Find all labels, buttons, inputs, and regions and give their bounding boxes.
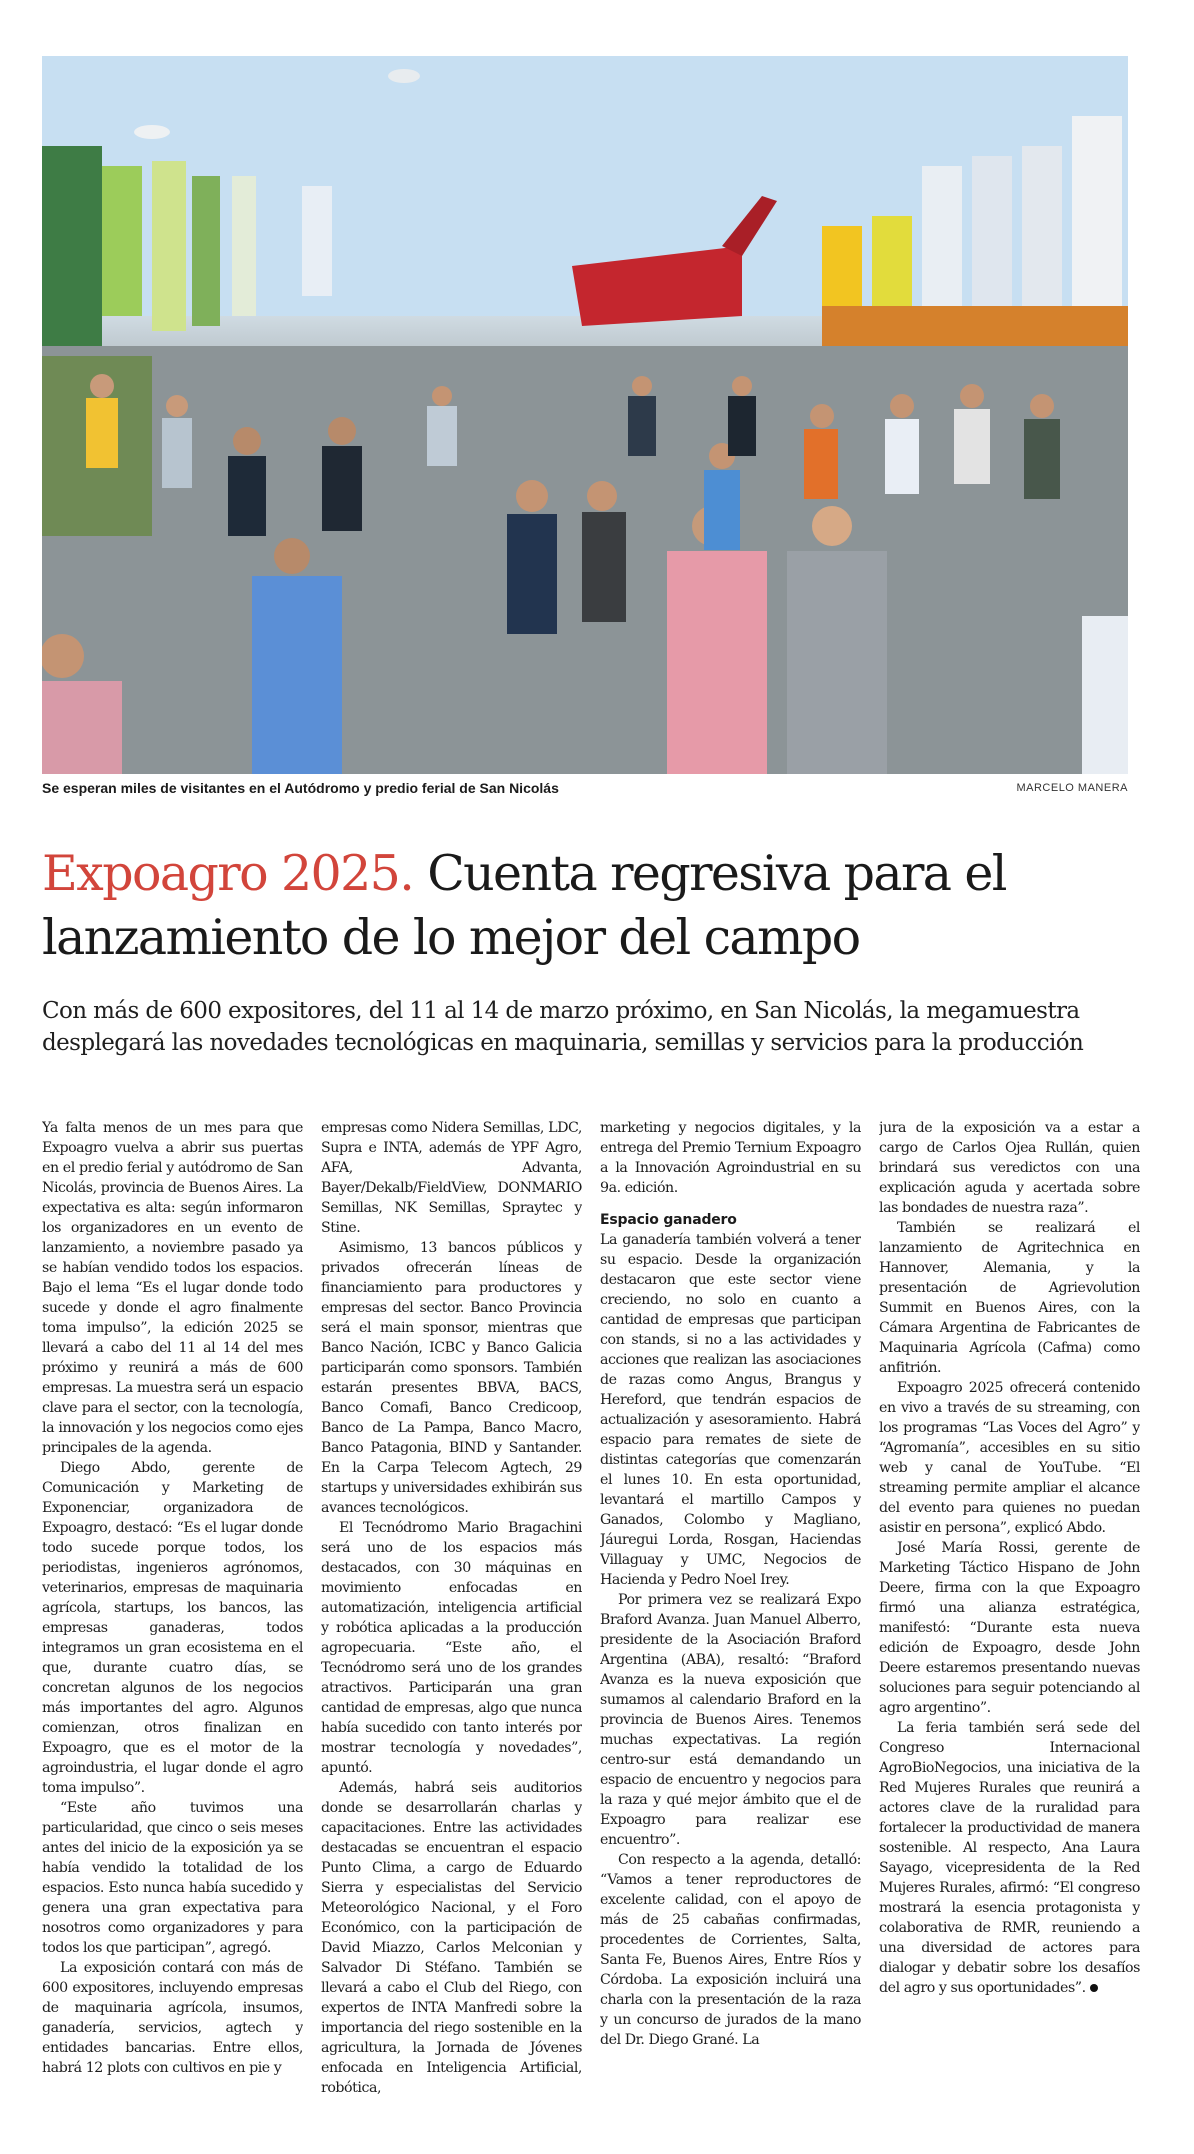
- end-mark-icon: [1090, 1984, 1098, 1992]
- paragraph: Asimismo, 13 bancos públicos y privados ofrecerán líneas de financiamiento para productores y empresas del sector. Banco Provincia será el main sponsor, mientras que Banco Nación, ICBC y Banco Galicia participarán como sponsors. También estarán presentes BBVA, BACS, Banco Comafi, Banco Credicoop, Banco de La Pampa, Banco Macro, Banco Patagonia, BIND y Santander. En la Carpa Telecom Agtech, 29 startups y universidades exhibirán sus avances tecnológicos.: [321, 1240, 582, 1516]
- blimp: [388, 69, 420, 83]
- left-flag: [302, 186, 332, 296]
- paragraph: Por primera vez se realizará Expo Braford Avanza. Juan Manuel Alberro, presidente de la Asociación Braford Argentina (ABA), resaltó: “Braford Avanza es la nueva exposición que sumamos al calendario Braford en la provincia de Buenos Aires. Tenemos muchas expectativas. La región centro-sur está demandando un espacio de encuentro y negocios para la raza y qué mejor ámbito que el de Expoagro para realizar ese encuentro”.: [600, 1592, 861, 1848]
- article-column-1: [42, 1118, 303, 2118]
- right-flag: [1022, 146, 1062, 316]
- paragraph: También se realizará el lanzamiento de Agritechnica en Hannover, Alemania, y la presentación de Agrievolution Summit en Buenos Aires, con la Cámara Argentina de Fabricantes de Maquinaria Agrícola (Cafma) como anfitrión.: [879, 1220, 1140, 1376]
- deck: Con más de 600 expositores, del 11 al 14 de marzo próximo, en San Nicolás, la megamuestra desplegará las novedades tecnológicas en maquinaria, semillas y servicios para la producción: [42, 998, 1084, 1056]
- paragraph: La exposición contará con más de 600 expositores, incluyendo empresas de maquinaria agrícola, insumos, ganadería, servicios, agtech y entidades bancarias. Entre ellos, habrá 12 plots con cultivos en pie y: [42, 1960, 303, 2076]
- expo-crowd-photo: [42, 56, 1128, 774]
- headline-kicker: Expoagro 2025.: [42, 845, 414, 902]
- final-paragraph-text: La feria también será sede del Congreso Internacional AgroBioNegocios, una iniciativa de la Red Mujeres Rurales que reunirá a actores clave de la ruralidad para fortalecer la productividad de manera sostenible. Al respecto, Ana Laura Sayago, vicepresidenta de la Red Mujeres Rurales, afirmó: “El congreso mostrará la esencia protagonista y colaborativa de RMR, reuniendo a una diversidad de actores para dialogar y debatir sobre los desafíos del agro y sus oportunidades”.: [879, 1720, 1140, 1996]
- headline-text: Cuenta regresiva para el lanzamiento de lo mejor del campo: [42, 845, 1006, 966]
- left-flag: [192, 176, 220, 326]
- caption-text: Se esperan miles de visitantes en el Autódromo y predio ferial de San Nicolás: [42, 780, 559, 796]
- paragraph: “Este año tuvimos una particularidad, que cinco o seis meses antes del inicio de la exposición ya se había vendido la totalidad de los espacios. Esto nunca había sucedido y genera una gran expectativa para nosotros como organizadores y para todos los que participan”, agregó.: [42, 1800, 303, 1956]
- paragraph: Ya falta menos de un mes para que Expoagro vuelva a abrir sus puertas en el predio ferial y autódromo de San Nicolás, provincia de Buenos Aires. La expectativa es alta: según informaron los organizadores en un evento de lanzamiento, a noviembre pasado ya se habían vendido todos los espacios. Bajo el lema “Es el lugar donde todo sucede y donde el agro finalmente toma impulso”, la edición 2025 se llevará a cabo del 11 al 14 del mes próximo y reunirá a más de 600 empresas. La muestra será un espacio clave para el sector, con la tecnología, la innovación y los negocios como ejes principales de la agenda.: [42, 1120, 303, 1456]
- right-flag: [1072, 116, 1122, 306]
- left-stand: [42, 146, 102, 376]
- article-body: [42, 1118, 1140, 2118]
- paragraph: La ganadería también volverá a tener su espacio. Desde la organización destacaron que este sector viene creciendo, no solo en cuanto a cantidad de empresas que participan con stands, si no a las actividades y acciones que realizan las asociaciones de razas como Angus, Brangus y Hereford, que tendrán espacios de actualización y asesoramiento. Habrá espacio para remates de siete de distintas categorías que comenzarán el lunes 10. En esta oportunidad, levantará el martillo Campos y Ganados, Colombo y Magliano, Jáuregui Lorda, Rosgan, Haciendas Villaguay y UMC, Negocios de Hacienda y Pedro Noel Irey.: [600, 1232, 861, 1588]
- paragraph: Diego Abdo, gerente de Comunicación y Marketing de Exponenciar, organizadora de Expoagro, destacó: “Es el lugar donde todo sucede porque todos, los periodistas, ingenieros agrónomos, veterinarios, empresas de maquinaria agrícola, startups, los bancos, las empresas ganaderas, todos integramos un gran ecosistema en el que, durante cuatro días, se concretan algunos de los negocios más importantes del agro. Algunos comienzan, otros finalizan en Expoagro, que es el motor de la agroindustria, el lugar donde el agro toma impulso”.: [42, 1460, 303, 1796]
- right-flag: [972, 156, 1012, 316]
- paragraph: marketing y negocios digitales, y la entrega del Premio Ternium Expoagro a la Innovación Agroindustrial en su 9a. edición.: [600, 1120, 861, 1196]
- photo-credit: MARCELO MANERA: [1016, 782, 1128, 794]
- left-flag: [102, 166, 142, 316]
- headline: [42, 842, 1152, 970]
- section-heading: Espacio ganadero: [600, 1212, 737, 1228]
- paragraph: Además, habrá seis auditorios donde se desarrollarán charlas y capacitaciones. Entre las actividades destacadas se encuentran el espacio Punto Clima, a cargo de Eduardo Sierra y especialistas del Servicio Meteorológico Nacional, y el Foro Económico, con la participación de David Miazzo, Carlos Melconian y Salvador Di Stéfano. También se llevará a cabo el Club del Riego, con expertos de INTA Manfredi sobre la importancia del riego sostenible en la agricultura, la Jornada de Jóvenes enfocada en Inteligencia Artificial, robótica,: [321, 1780, 582, 2096]
- photo-illustration: [42, 56, 1128, 774]
- paragraph: El Tecnódromo Mario Bragachini será uno de los espacios más destacados, con 30 máquinas en movimiento enfocadas en automatización, inteligencia artificial y robótica aplicadas a la producción agropecuaria. “Este año, el Tecnódromo será uno de los grandes atractivos. Participarán una gran cantidad de empresas, algo que nunca había sucedido con tanto interés por mostrar tecnología y novedades”, apuntó.: [321, 1520, 582, 1776]
- paragraph: [879, 1718, 1140, 1998]
- right-stand: [822, 306, 1128, 346]
- left-flag: [152, 161, 186, 331]
- article-column-2: [321, 1118, 582, 2118]
- paragraph: empresas como Nidera Semillas, LDC, Supra e INTA, además de YPF Agro, AFA, Advanta, Bayer/Dekalb/FieldView, DONMARIO Semillas, NK Semillas, Spraytec y Stine.: [321, 1120, 582, 1236]
- right-flag: [922, 166, 962, 316]
- paragraph: Con respecto a la agenda, detalló: “Vamos a tener reproductores de excelente calidad, con el apoyo de más de 25 cabañas confirmadas, procedentes de Corrientes, Salta, Santa Fe, Buenos Aires, Entre Ríos y Córdoba. La exposición incluirá una charla con la presentación de la raza y un concurso de jurados de la mano del Dr. Diego Grané. La: [600, 1852, 861, 2048]
- paragraph: Expoagro 2025 ofrecerá contenido en vivo a través de su streaming, con los programas “Las Voces del Agro” y “Agromanía”, accesibles en su sitio web y canal de YouTube. “El streaming permite ampliar el alcance del evento para quienes no puedan asistir en persona”, explicó Abdo.: [879, 1380, 1140, 1536]
- paragraph: jura de la exposición va a estar a cargo de Carlos Ojea Rullán, quien brindará sus veredictos con una explicación aguda y acertada sobre las bondades de nuestra raza”.: [879, 1120, 1140, 1216]
- article-column-4: [879, 1118, 1140, 2118]
- paragraph: José María Rossi, gerente de Marketing Táctico Hispano de John Deere, firma con la que Expoagro firmó una alianza estratégica, manifestó: “Durante esta nueva edición de Expoagro, desde John Deere estaremos presentando nuevas soluciones para seguir potenciando al agro argentino”.: [879, 1540, 1140, 1716]
- photo-caption: [42, 780, 1128, 802]
- blimp: [134, 125, 170, 139]
- article-column-3: [600, 1118, 861, 2118]
- left-flag: [232, 176, 256, 316]
